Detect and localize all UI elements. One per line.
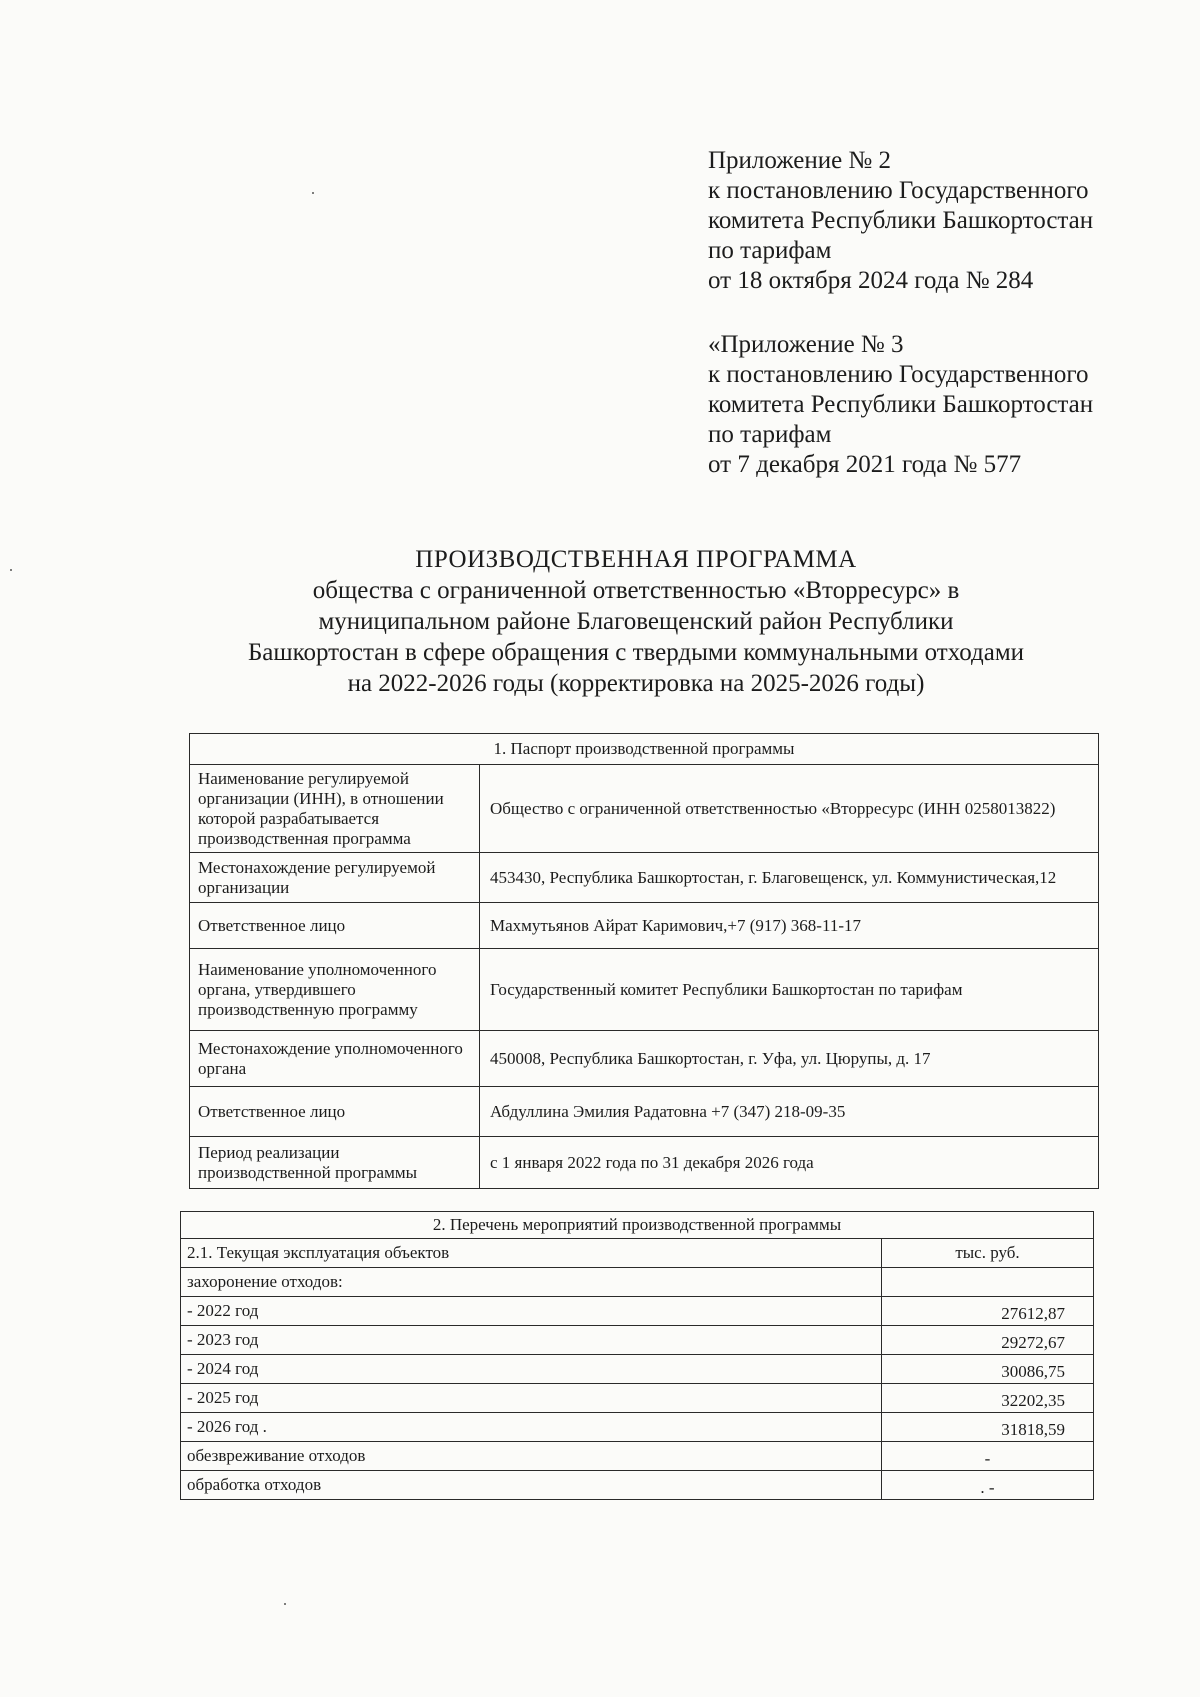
measures-table: [180, 1211, 1094, 1500]
burial-label: захоронение отходов:: [181, 1268, 882, 1297]
table-row: [181, 1384, 1094, 1413]
measures-heading: 2. Перечень мероприятий производственной программы: [181, 1212, 1094, 1239]
document-title: [180, 544, 1092, 699]
appendix-line: к постановлению Государственного: [708, 177, 1089, 204]
table-row: [190, 1087, 1099, 1137]
passport-label: Ответственное лицо: [190, 903, 480, 949]
table-row: [181, 1442, 1094, 1471]
passport-label: Местонахождение регулируемой организации: [190, 853, 480, 903]
document-subtitle-line: муниципальном районе Благовещенский район Республики: [318, 608, 954, 635]
table-row: [190, 734, 1099, 765]
year-label: - 2024 год: [181, 1355, 882, 1384]
passport-value: Общество с ограниченной ответственностью «Вторресурс (ИНН 0258013822): [480, 765, 1099, 853]
table-row: [181, 1212, 1094, 1239]
appendix-line: «Приложение № 3: [708, 331, 904, 358]
appendix-line: по тарифам: [708, 421, 832, 448]
table-row: [181, 1239, 1094, 1268]
table-row: [181, 1326, 1094, 1355]
appendix-line: Приложение № 2: [708, 147, 892, 174]
year-label: - 2025 год: [181, 1384, 882, 1413]
processing-label: обработка отходов: [181, 1471, 882, 1500]
scan-speck: [10, 569, 12, 571]
passport-value: 453430, Республика Башкортостан, г. Благовещенск, ул. Коммунистическая,12: [480, 853, 1099, 903]
passport-value: 450008, Республика Башкортостан, г. Уфа, ул. Цюрупы, д. 17: [480, 1031, 1099, 1087]
year-value: 32202,35: [881, 1384, 1093, 1413]
table-row: [181, 1413, 1094, 1442]
unit-label: тыс. руб.: [881, 1239, 1093, 1268]
passport-label: Наименование уполномоченного органа, утвердившего производственную программу: [190, 949, 480, 1031]
document-subtitle-line: Башкортостан в сфере обращения с твердыми коммунальными отходами: [247, 639, 1025, 666]
processing-value: . -: [881, 1471, 1093, 1500]
passport-value: Абдуллина Эмилия Радатовна +7 (347) 218-09-35: [480, 1087, 1099, 1137]
table-row: [181, 1297, 1094, 1326]
appendix-line: от 18 октября 2024 года № 284: [708, 267, 1034, 294]
neutralization-value: -: [881, 1442, 1093, 1471]
passport-label: Наименование регулируемой организации (ИНН), в отношении которой разрабатывается производственная программа: [190, 765, 480, 853]
document-subtitle-line: общества с ограниченной ответственностью «Вторресурс» в: [312, 577, 960, 604]
appendix-line: к постановлению Государственного: [708, 361, 1089, 388]
year-label: - 2026 год .: [181, 1413, 882, 1442]
passport-value: Махмутьянов Айрат Каримович,+7 (917) 368-11-17: [480, 903, 1099, 949]
appendix-line: комитета Республики Башкортостан: [708, 207, 1094, 234]
table-row: [181, 1355, 1094, 1384]
year-value: 27612,87: [881, 1297, 1093, 1326]
scan-speck: [284, 1603, 286, 1605]
document-subtitle-line: на 2022-2026 годы (корректировка на 2025-2026 годы): [347, 670, 925, 697]
table-row: [181, 1268, 1094, 1297]
passport-heading: 1. Паспорт производственной программы: [190, 734, 1099, 765]
passport-label: Местонахождение уполномоченного органа: [190, 1031, 480, 1087]
table-row: [190, 1137, 1099, 1189]
passport-value: Государственный комитет Республики Башкортостан по тарифам: [480, 949, 1099, 1031]
appendix-line: от 7 декабря 2021 года № 577: [708, 451, 1022, 478]
year-label: - 2023 год: [181, 1326, 882, 1355]
table-row: [190, 903, 1099, 949]
appendix-reference-original: [708, 330, 1093, 480]
appendix-line: по тарифам: [708, 237, 832, 264]
passport-label: Период реализации производственной программы: [190, 1137, 480, 1189]
document-main-title: ПРОИЗВОДСТВЕННАЯ ПРОГРАММА: [415, 546, 857, 573]
year-label: - 2022 год: [181, 1297, 882, 1326]
year-value: 30086,75: [881, 1355, 1093, 1384]
table-row: [190, 949, 1099, 1031]
passport-value: с 1 января 2022 года по 31 декабря 2026 года: [480, 1137, 1099, 1189]
year-value: 31818,59: [881, 1413, 1093, 1442]
year-value: 29272,67: [881, 1326, 1093, 1355]
passport-label: Ответственное лицо: [190, 1087, 480, 1137]
table-row: [190, 765, 1099, 853]
passport-table: [189, 733, 1099, 1189]
table-row: [190, 1031, 1099, 1087]
appendix-reference-current: [708, 146, 1093, 296]
section-label: 2.1. Текущая эксплуатация объектов: [181, 1239, 882, 1268]
table-row: [181, 1471, 1094, 1500]
appendix-line: комитета Республики Башкортостан: [708, 391, 1094, 418]
table-row: [190, 853, 1099, 903]
scan-speck: [312, 192, 314, 194]
neutralization-label: обезвреживание отходов: [181, 1442, 882, 1471]
empty-cell: [881, 1268, 1093, 1297]
